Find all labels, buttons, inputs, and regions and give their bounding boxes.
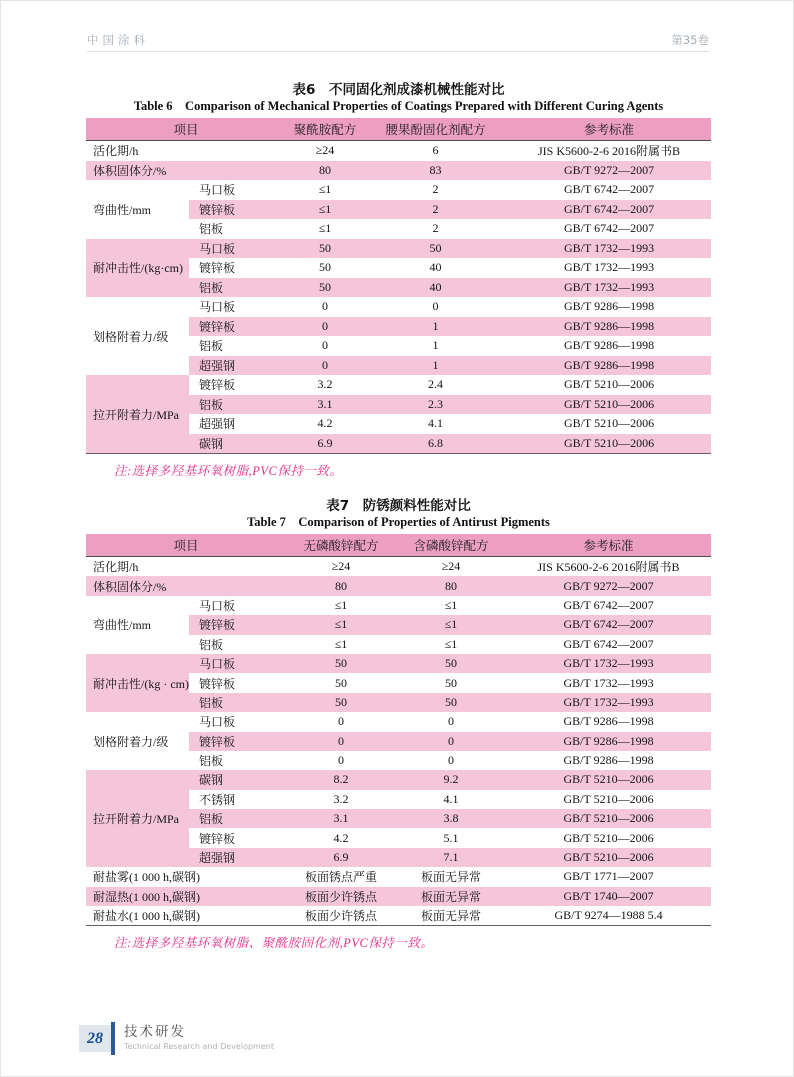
column-header: 参考标准 xyxy=(507,118,711,141)
table7-title-en: Table 7 Comparison of Properties of Antirust Pigments xyxy=(247,515,550,529)
cell-value-1: ≤1 xyxy=(318,182,332,197)
cell-reference: GB/T 9286—1998 xyxy=(563,299,655,314)
cell-value-1: 80 xyxy=(286,161,364,181)
volume-label: 第35卷 xyxy=(671,33,709,47)
table7-container xyxy=(86,534,711,926)
cell-value-2: 0 xyxy=(432,299,439,314)
cell-reference: GB/T 6742—2007 xyxy=(507,200,711,220)
cell-reference: GB/T 6742—2007 xyxy=(563,221,655,236)
cell-substrate: 马口板 xyxy=(199,598,236,613)
running-head xyxy=(87,32,709,52)
cell-value-1: ≤1 xyxy=(318,221,332,236)
cell-reference: GB/T 6742—2007 xyxy=(563,182,655,197)
cell-value-1: 板面少许锈点 xyxy=(305,909,378,924)
cell-value-2: 板面无异常 xyxy=(421,909,482,924)
cell-value-2: 4.1 xyxy=(428,416,444,431)
section-title-en: Technical Research and Development xyxy=(124,1042,274,1051)
cell-value-1: ≤1 xyxy=(286,615,396,634)
table6-container xyxy=(86,118,711,454)
cell-substrate: 马口板 xyxy=(199,183,236,198)
cell-substrate: 铝板 xyxy=(199,222,224,237)
table-row xyxy=(86,906,711,926)
column-header: 腰果酚固化剂配方 xyxy=(364,118,507,141)
cell-value-1: 50 xyxy=(286,278,364,298)
column-header: 参考标准 xyxy=(506,534,711,557)
cell-value-2: ≤1 xyxy=(396,615,506,634)
cell-substrate: 超强钢 xyxy=(199,417,236,432)
column-header: 项目 xyxy=(86,118,286,141)
cell-reference: GB/T 9286—1998 xyxy=(563,338,655,353)
cell-reference: GB/T 5210—2006 xyxy=(563,830,654,845)
cell-value-2: 5.1 xyxy=(443,830,459,845)
cell-substrate: 超强钢 xyxy=(189,848,286,867)
cell-value-1: 50 xyxy=(319,260,332,275)
cell-reference: GB/T 9272—2007 xyxy=(507,161,711,181)
cell-value-2: 4.1 xyxy=(443,791,459,806)
cell-value-1: 4.2 xyxy=(333,830,349,845)
column-header: 含磷酸锌配方 xyxy=(396,534,506,557)
cell-value-2: 1 xyxy=(432,338,439,353)
cell-value-2: ≤1 xyxy=(444,636,458,651)
cell-value-1: 0 xyxy=(338,714,345,729)
cell-value-1: 6.9 xyxy=(286,848,396,867)
table6-note: 注:选择多羟基环氧树脂,PVC保持一致。 xyxy=(114,464,343,478)
cell-group-label: 划格附着力/级 xyxy=(93,734,169,749)
cell-reference: GB/T 6742—2007 xyxy=(563,636,654,651)
table-row xyxy=(86,576,711,595)
cell-value-2: 1 xyxy=(364,317,507,337)
table-row xyxy=(86,887,711,906)
cell-item-label: 体积固体分/% xyxy=(86,161,286,181)
cell-substrate: 铝板 xyxy=(189,278,286,298)
table-row xyxy=(86,596,711,615)
cell-value-2: 0 xyxy=(448,753,455,768)
cell-value-2: 2.4 xyxy=(428,377,444,392)
table-7-antirust-pigments xyxy=(86,534,711,926)
cell-value-1: 4.2 xyxy=(317,416,333,431)
cell-group-label: 弯曲性/mm xyxy=(93,618,152,633)
cell-value-1: 50 xyxy=(286,693,396,712)
cell-value-2: 9.2 xyxy=(396,770,506,789)
page-number: 28 xyxy=(87,1029,103,1047)
cell-reference: GB/T 5210—2006 xyxy=(506,809,711,828)
cell-substrate: 镀锌板 xyxy=(199,676,236,691)
cell-value-1: ≤1 xyxy=(334,597,348,612)
cell-reference: GB/T 9272—2007 xyxy=(506,576,711,595)
column-header: 项目 xyxy=(86,534,286,557)
cell-substrate: 铝板 xyxy=(189,693,286,712)
cell-value-2: 2 xyxy=(364,200,507,220)
cell-value-1: 0 xyxy=(286,732,396,751)
cell-value-1: 6.9 xyxy=(286,434,364,454)
header-row xyxy=(86,534,711,557)
cell-value-2: 0 xyxy=(396,732,506,751)
cell-group-label: 弯曲性/mm xyxy=(93,202,152,217)
cell-value-1: 3.2 xyxy=(317,377,333,392)
cell-substrate: 铝板 xyxy=(199,754,224,769)
cell-reference: JIS K5600-2-6 2016附属书B xyxy=(537,560,680,575)
cell-value-2: 7.1 xyxy=(396,848,506,867)
cell-value-1: ≤1 xyxy=(334,636,348,651)
cell-reference: GB/T 9274—1988 5.4 xyxy=(554,908,663,923)
cell-substrate: 铝板 xyxy=(199,339,224,354)
cell-substrate: 马口板 xyxy=(189,654,286,673)
cell-value-1: 0 xyxy=(338,753,345,768)
table6-title-zh: 表6 不同固化剂成漆机械性能对比 xyxy=(292,82,505,98)
cell-reference: GB/T 9286—1998 xyxy=(507,317,711,337)
header-row xyxy=(86,118,711,141)
table6-title-en: Table 6 Comparison of Mechanical Properties of Coatings Prepared with Different Curing Agents xyxy=(133,99,664,113)
cell-substrate: 镀锌板 xyxy=(199,831,236,846)
cell-substrate: 马口板 xyxy=(199,300,236,315)
table-row xyxy=(86,770,711,789)
cell-value-2: 83 xyxy=(364,161,507,181)
column-header: 聚酰胺配方 xyxy=(286,118,364,141)
cell-reference: GB/T 1732—1993 xyxy=(563,675,654,690)
table-row xyxy=(86,141,711,161)
cell-item-label: 体积固体分/% xyxy=(86,576,286,595)
cell-reference: GB/T 9286—1998 xyxy=(563,714,654,729)
table-row xyxy=(86,654,711,673)
cell-value-2: 50 xyxy=(364,239,507,259)
cell-value-1: ≥24 xyxy=(331,559,351,574)
cell-group-label: 耐冲击性/(kg · cm) xyxy=(86,654,189,712)
cell-value-2: 40 xyxy=(429,260,442,275)
cell-value-1: 50 xyxy=(286,654,396,673)
cell-reference: GB/T 5210—2006 xyxy=(507,395,711,415)
cell-value-1: 0 xyxy=(322,299,329,314)
cell-reference: GB/T 6742—2007 xyxy=(506,615,711,634)
cell-reference: GB/T 1732—1993 xyxy=(506,693,711,712)
table7-note: 注:选择多羟基环氧树脂、聚酰胺固化剂,PVC保持一致。 xyxy=(114,936,434,951)
cell-value-1: 板面锈点严重 xyxy=(305,870,378,885)
cell-value-1: 50 xyxy=(335,675,348,690)
table-row xyxy=(86,375,711,395)
cell-value-1: 50 xyxy=(286,239,364,259)
table7-title-zh: 表7 防锈颜料性能对比 xyxy=(326,498,471,514)
cell-group-label: 划格附着力/级 xyxy=(93,329,169,344)
cell-substrate: 镀锌板 xyxy=(189,732,286,751)
cell-value-2: 50 xyxy=(445,675,458,690)
cell-reference: GB/T 5210—2006 xyxy=(507,434,711,454)
column-header: 无磷酸锌配方 xyxy=(286,534,396,557)
cell-item-label: 活化期/h xyxy=(93,144,139,159)
cell-value-2: 40 xyxy=(364,278,507,298)
cell-reference: GB/T 1732—1993 xyxy=(563,260,655,275)
cell-value-2: 0 xyxy=(448,714,455,729)
cell-substrate: 镀锌板 xyxy=(199,378,236,393)
cell-reference: GB/T 1732—1993 xyxy=(506,654,711,673)
cell-value-1: 0 xyxy=(286,356,364,376)
cell-reference: GB/T 1740—2007 xyxy=(506,887,711,906)
cell-reference: GB/T 1771—2007 xyxy=(563,869,654,884)
cell-value-2: ≥24 xyxy=(441,559,461,574)
table7-section xyxy=(86,498,711,951)
cell-reference: GB/T 5210—2006 xyxy=(563,791,654,806)
footer-accent-bar xyxy=(111,1022,115,1055)
cell-reference: GB/T 9286—1998 xyxy=(506,732,711,751)
cell-value-2: 3.8 xyxy=(396,809,506,828)
cell-group-label: 拉开附着力/MPa xyxy=(86,375,189,454)
cell-value-2: 6.8 xyxy=(364,434,507,454)
cell-value-2: 1 xyxy=(364,356,507,376)
cell-value-2: 2 xyxy=(432,182,439,197)
cell-reference: GB/T 5210—2006 xyxy=(563,377,655,392)
table-row xyxy=(86,239,711,259)
cell-item-label: 耐盐水(1 000 h,碳钢) xyxy=(93,909,200,924)
cell-value-2: 6 xyxy=(432,143,439,158)
cell-substrate: 镀锌板 xyxy=(189,317,286,337)
cell-substrate: 马口板 xyxy=(189,239,286,259)
cell-value-1: 8.2 xyxy=(286,770,396,789)
cell-substrate: 镀锌板 xyxy=(199,261,236,276)
cell-value-2: 板面无异常 xyxy=(421,870,482,885)
cell-value-2: ≤1 xyxy=(444,597,458,612)
cell-substrate: 马口板 xyxy=(199,715,236,730)
table-row xyxy=(86,557,711,577)
cell-substrate: 铝板 xyxy=(189,395,286,415)
cell-reference: GB/T 1732—1993 xyxy=(507,239,711,259)
table6-section xyxy=(86,82,711,479)
cell-group-label: 耐冲击性/(kg·cm) xyxy=(86,239,189,298)
cell-reference: GB/T 9286—1998 xyxy=(563,753,654,768)
cell-value-1: ≤1 xyxy=(286,200,364,220)
cell-value-1: ≥24 xyxy=(315,143,335,158)
cell-value-2: 50 xyxy=(396,654,506,673)
page-footer xyxy=(79,1022,274,1055)
cell-substrate: 铝板 xyxy=(199,637,224,652)
cell-item-label: 活化期/h xyxy=(93,560,139,575)
cell-substrate: 镀锌板 xyxy=(189,615,286,634)
cell-value-2: 2.3 xyxy=(364,395,507,415)
cell-value-2: 50 xyxy=(396,693,506,712)
cell-substrate: 碳钢 xyxy=(189,770,286,789)
cell-group-label: 拉开附着力/MPa xyxy=(86,770,189,867)
table-row xyxy=(86,867,711,886)
cell-reference: GB/T 1732—1993 xyxy=(507,278,711,298)
table-row xyxy=(86,712,711,731)
cell-value-1: 3.1 xyxy=(286,809,396,828)
cell-item-label: 耐盐雾(1 000 h,碳钢) xyxy=(93,870,200,885)
cell-value-2: 2 xyxy=(432,221,439,236)
table-row xyxy=(86,297,711,317)
cell-value-1: 3.2 xyxy=(333,791,349,806)
cell-substrate: 铝板 xyxy=(189,809,286,828)
cell-value-2: 80 xyxy=(396,576,506,595)
page-number-badge xyxy=(79,1025,111,1052)
cell-reference: GB/T 9286—1998 xyxy=(507,356,711,376)
cell-substrate: 不锈钢 xyxy=(199,792,236,807)
cell-value-2: 板面无异常 xyxy=(396,887,506,906)
cell-reference: GB/T 6742—2007 xyxy=(563,597,654,612)
cell-substrate: 碳钢 xyxy=(189,434,286,454)
cell-substrate: 镀锌板 xyxy=(189,200,286,220)
cell-item-label: 耐湿热(1 000 h,碳钢) xyxy=(86,887,286,906)
cell-value-1: 板面少许锈点 xyxy=(286,887,396,906)
table-row xyxy=(86,161,711,181)
cell-value-1: 80 xyxy=(286,576,396,595)
cell-value-1: 0 xyxy=(322,338,329,353)
journal-name: 中国涂料 xyxy=(87,33,149,47)
cell-reference: GB/T 5210—2006 xyxy=(506,848,711,867)
cell-reference: GB/T 5210—2006 xyxy=(506,770,711,789)
cell-substrate: 超强钢 xyxy=(189,356,286,376)
table-row xyxy=(86,180,711,200)
cell-reference: GB/T 5210—2006 xyxy=(563,416,655,431)
table-6-curing-agents xyxy=(86,118,711,454)
section-title-zh: 技术研发 xyxy=(124,1024,186,1040)
cell-value-1: 3.1 xyxy=(286,395,364,415)
cell-value-1: 0 xyxy=(286,317,364,337)
cell-reference: JIS K5600-2-6 2016附属书B xyxy=(538,144,681,159)
